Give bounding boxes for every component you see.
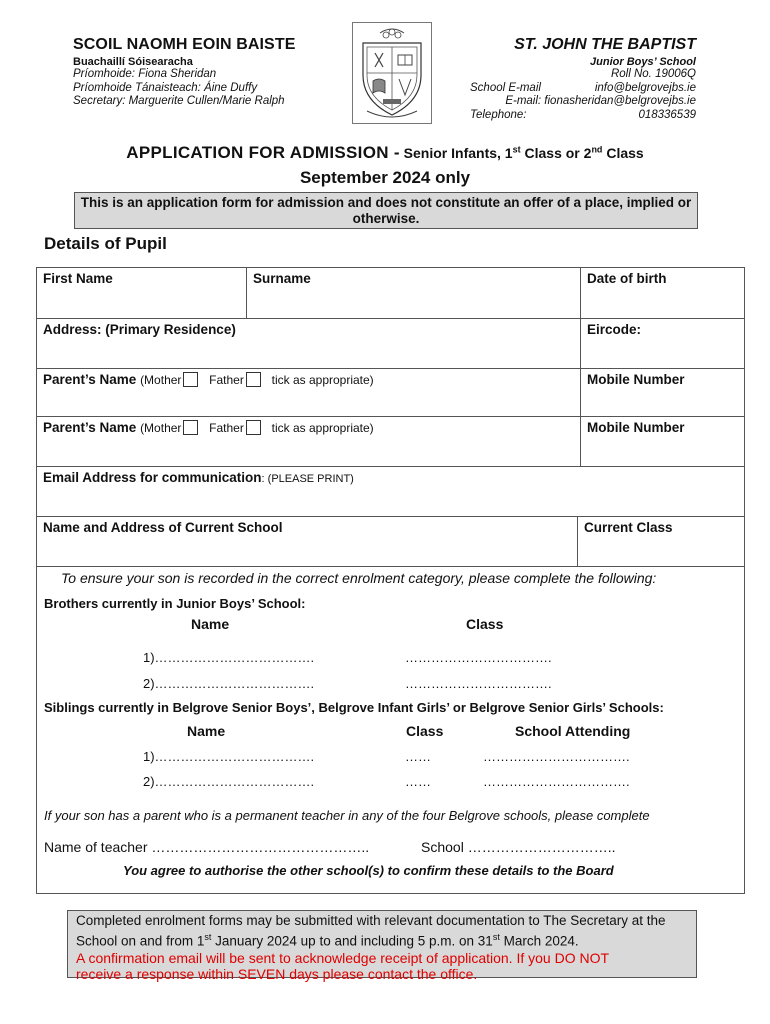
roll-number: Roll No. 19006Q: [610, 68, 696, 80]
surname-field[interactable]: Surname: [247, 268, 581, 319]
sibling-name-field-1[interactable]: 1)……………………………….: [143, 749, 315, 764]
eircode-field[interactable]: Eircode:: [581, 319, 744, 369]
crest-shield-icon: [353, 23, 431, 123]
submission-line-2: School on and from 1st January 2024 up to and including 5 p.m. on 31st March 2024.: [76, 932, 579, 949]
teacher-note: If your son has a parent who is a permanent teacher in any of the four Belgrove schools, please complete: [44, 808, 650, 823]
school-header-irish: [73, 36, 353, 109]
submission-info-box: [67, 910, 697, 982]
pupil-details-form: [36, 267, 745, 894]
parent-name-field-1[interactable]: Parent’s Name (Mother Father tick as appropriate): [37, 369, 581, 417]
form-date-line: September 2024 only: [299, 168, 471, 187]
address-field[interactable]: Address: (Primary Residence): [37, 319, 581, 369]
sibling-name-field-2[interactable]: 2)……………………………….: [143, 774, 315, 789]
brothers-name-header: Name: [191, 616, 230, 632]
form-title: [0, 143, 770, 163]
school-email-line: [470, 82, 696, 96]
mother-checkbox-1[interactable]: [183, 372, 198, 387]
brother-name-field-1[interactable]: 1)……………………………….: [143, 650, 315, 665]
brothers-heading: Brothers currently in Junior Boys’ School:: [44, 596, 306, 611]
sibling-school-field-2[interactable]: …………………………….: [483, 774, 630, 789]
sibling-class-field-2[interactable]: ……: [405, 774, 431, 789]
mobile-number-field-2[interactable]: Mobile Number: [581, 417, 744, 467]
confirmation-warning-2: receive a response within SEVEN days please contact the office.: [76, 965, 478, 982]
mother-checkbox-2[interactable]: [183, 420, 198, 435]
admission-notice: This is an application form for admission and does not constitute an offer of a place, implied or otherwise.: [74, 192, 698, 229]
siblings-class-header: Class: [406, 723, 444, 739]
parent-name-field-2[interactable]: Parent’s Name (Mother Father tick as appropriate): [37, 417, 581, 467]
siblings-heading: Siblings currently in Belgrove Senior Boys’, Belgrove Infant Girls’ or Belgrove Senior Girls’ Schools:: [44, 700, 664, 715]
brother-class-field-1[interactable]: …………………………….: [405, 650, 552, 665]
father-checkbox-2[interactable]: [246, 420, 261, 435]
authorise-statement: You agree to authorise the other school(s) to confirm these details to the Board: [123, 863, 614, 878]
sibling-class-field-1[interactable]: ……: [405, 749, 431, 764]
siblings-name-header: Name: [187, 723, 226, 739]
confirmation-warning-1: A confirmation email will be sent to acknowledge receipt of application. If you DO NOT: [76, 949, 610, 966]
telephone-number: 018336539: [638, 108, 696, 121]
date-of-birth-field[interactable]: Date of birth: [581, 268, 744, 319]
current-school-field[interactable]: Name and Address of Current School: [37, 517, 578, 567]
sibling-school-field-1[interactable]: …………………………….: [483, 749, 630, 764]
current-class-field[interactable]: Current Class: [578, 517, 744, 567]
father-checkbox-1[interactable]: [246, 372, 261, 387]
school-header-english: [470, 36, 696, 122]
principal-email-line: E-mail: fionasheridan@belgrovejbs.ie: [505, 95, 696, 107]
section-title: Details of Pupil: [44, 234, 167, 253]
school-name-english: ST. JOHN THE BAPTIST: [514, 36, 696, 53]
school-email-label: School E-mail: [470, 81, 541, 94]
telephone-line: [470, 109, 696, 123]
siblings-school-header: School Attending: [515, 723, 631, 739]
first-name-field[interactable]: First Name: [37, 268, 247, 319]
telephone-label: Telephone:: [470, 108, 527, 121]
school-type-english: Junior Boys’ School: [590, 56, 696, 68]
teacher-name-field[interactable]: Name of teacher ………………………………………..: [44, 839, 370, 855]
school-crest: [352, 22, 432, 124]
school-email: info@belgrovejbs.ie: [594, 81, 696, 94]
principal-line: Príomhoide: Fiona Sheridan: [73, 68, 217, 80]
school-name-irish: SCOIL NAOMH EOIN BAISTE: [73, 36, 296, 53]
email-address-field[interactable]: Email Address for communication: (PLEASE PRINT): [37, 467, 744, 517]
brother-class-field-2[interactable]: …………………………….: [405, 676, 552, 691]
form-title-classes: Senior Infants, 1st Class or 2nd Class: [399, 144, 644, 161]
deputy-principal-line: Príomhoide Tánaisteach: Áine Duffy: [73, 81, 258, 94]
school-type-irish: Buachaillí Sóisearacha: [73, 56, 193, 68]
form-title-main: APPLICATION FOR ADMISSION -: [126, 143, 400, 162]
secretary-line: Secretary: Marguerite Cullen/Marie Ralph: [73, 95, 285, 107]
mobile-number-field-1[interactable]: Mobile Number: [581, 369, 744, 417]
brother-name-field-2[interactable]: 2)……………………………….: [143, 676, 315, 691]
teacher-school-field[interactable]: School …………………………..: [421, 839, 616, 855]
submission-line-1: Completed enrolment forms may be submitted with relevant documentation to The Secretary at the: [76, 913, 666, 928]
brothers-class-header: Class: [466, 616, 504, 632]
enrolment-intro: To ensure your son is recorded in the correct enrolment category, please complete the following:: [61, 570, 657, 586]
